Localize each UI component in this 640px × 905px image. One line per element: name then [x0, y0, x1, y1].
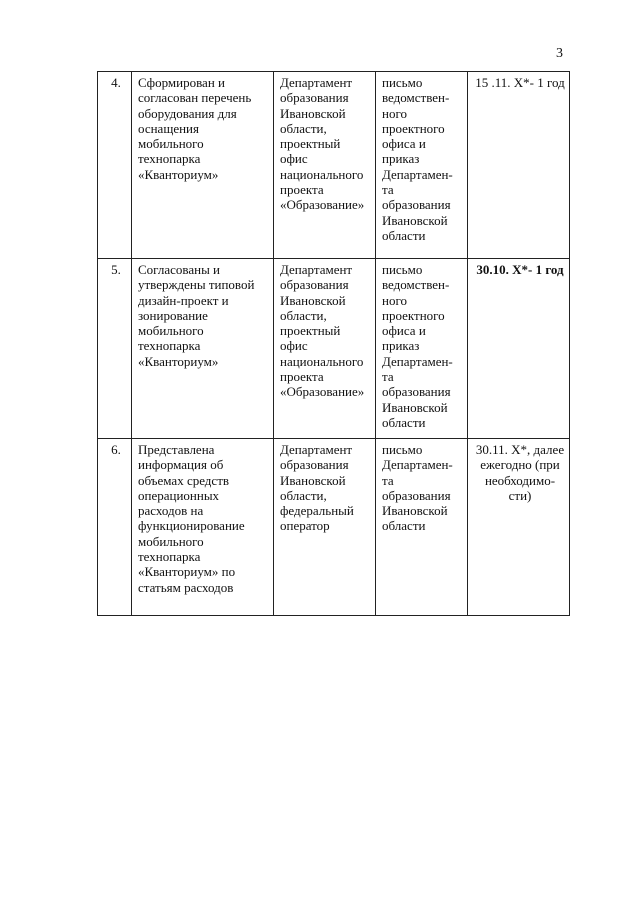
task-description: Представлена информация об объемах средств операционных расходов на функционирование мобильного технопарка «Кванториум» по статьям расходов: [132, 439, 274, 616]
responsible-party: Департамент образования Ивановской области, проектный офис национального проекта «Образование»: [274, 72, 376, 259]
row-number: 4.: [98, 72, 132, 259]
measures-table: [97, 71, 570, 616]
deadline: 15 .11. X*- 1 год: [468, 72, 570, 259]
document-type: письмо ведомствен- ного проектного офиса и приказ Департамен- та образования Ивановской области: [376, 72, 468, 259]
task-description: Согласованы и утверждены типовой дизайн-проект и зонирование мобильного технопарка «Кванториум»: [132, 259, 274, 439]
document-type: письмо ведомствен- ного проектного офиса и приказ Департамен- та образования Ивановской области: [376, 259, 468, 439]
task-description: Сформирован и согласован перечень оборудования для оснащения мобильного технопарка «Кванториум»: [132, 72, 274, 259]
deadline: 30.10. X*- 1 год: [468, 259, 570, 439]
table-row: [98, 439, 570, 616]
document-type: письмо Департамен- та образования Ивановской области: [376, 439, 468, 616]
responsible-party: Департамент образования Ивановской области, проектный офис национального проекта «Образование»: [274, 259, 376, 439]
row-number: 5.: [98, 259, 132, 439]
table-row: [98, 259, 570, 439]
page-number: 3: [556, 46, 563, 61]
row-number: 6.: [98, 439, 132, 616]
responsible-party: Департамент образования Ивановской области, федеральный оператор: [274, 439, 376, 616]
table-row: [98, 72, 570, 259]
deadline: 30.11. X*, далее ежегодно (при необходимо- сти): [468, 439, 570, 616]
